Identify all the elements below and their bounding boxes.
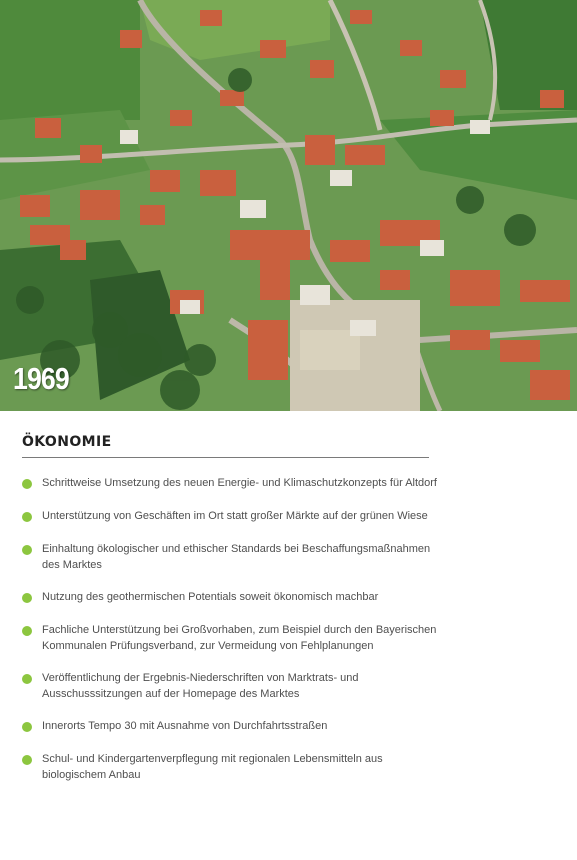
bullet-dot [22, 755, 32, 765]
year-label: 1969 [13, 361, 69, 396]
list-item-line-2: biologischem Anbau [42, 769, 141, 781]
bullet-dot [22, 626, 32, 636]
bullet-dot [22, 593, 32, 603]
bullet-dot [22, 545, 32, 555]
list-item [22, 718, 522, 734]
bullet-dot [22, 722, 32, 732]
bullet-dot [22, 479, 32, 489]
aerial-village-photo [0, 0, 577, 411]
list-item-text: Schrittweise Umsetzung des neuen Energie- und Klimaschutzkonzepts für Altdorf [42, 477, 437, 489]
list-item [22, 670, 522, 702]
list-item [22, 508, 522, 524]
list-item [22, 541, 522, 573]
list-item-text: Nutzung des geothermischen Potentials soweit ökonomisch machbar [42, 591, 379, 603]
bullet-list [22, 475, 522, 783]
list-item-line-1: Veröffentlichung der Ergebnis-Niederschriften von Marktrats- und [42, 672, 359, 684]
list-item-text: Unterstützung von Geschäften im Ort statt großer Märkte auf der grünen Wiese [42, 510, 428, 522]
list-item-line-2: des Marktes [42, 559, 102, 571]
list-item-line-2: Kommunalen Prüfungsverband, zur Vermeidung von Fehlplanungen [42, 640, 374, 652]
list-item-text: Innerorts Tempo 30 mit Ausnahme von Durchfahrtsstraßen [42, 720, 328, 732]
aerial-village-illustration [0, 0, 577, 411]
list-item-line-1: Schul- und Kindergartenverpflegung mit regionalen Lebensmitteln aus [42, 753, 383, 765]
bullet-dot [22, 674, 32, 684]
list-item-line-2: Ausschusssitzungen auf der Homepage des Marktes [42, 688, 300, 700]
section-heading: ÖKONOMIE [22, 434, 112, 450]
list-item-line-1: Fachliche Unterstützung bei Großvorhaben, zum Beispiel durch den Bayerischen [42, 624, 437, 636]
list-item [22, 475, 522, 491]
bullet-dot [22, 512, 32, 522]
list-item-line-1: Einhaltung ökologischer und ethischer Standards bei Beschaffungsmaßnahmen [42, 543, 431, 555]
list-item [22, 589, 522, 605]
heading-divider [22, 457, 429, 458]
list-item [22, 622, 522, 654]
list-item [22, 751, 522, 783]
